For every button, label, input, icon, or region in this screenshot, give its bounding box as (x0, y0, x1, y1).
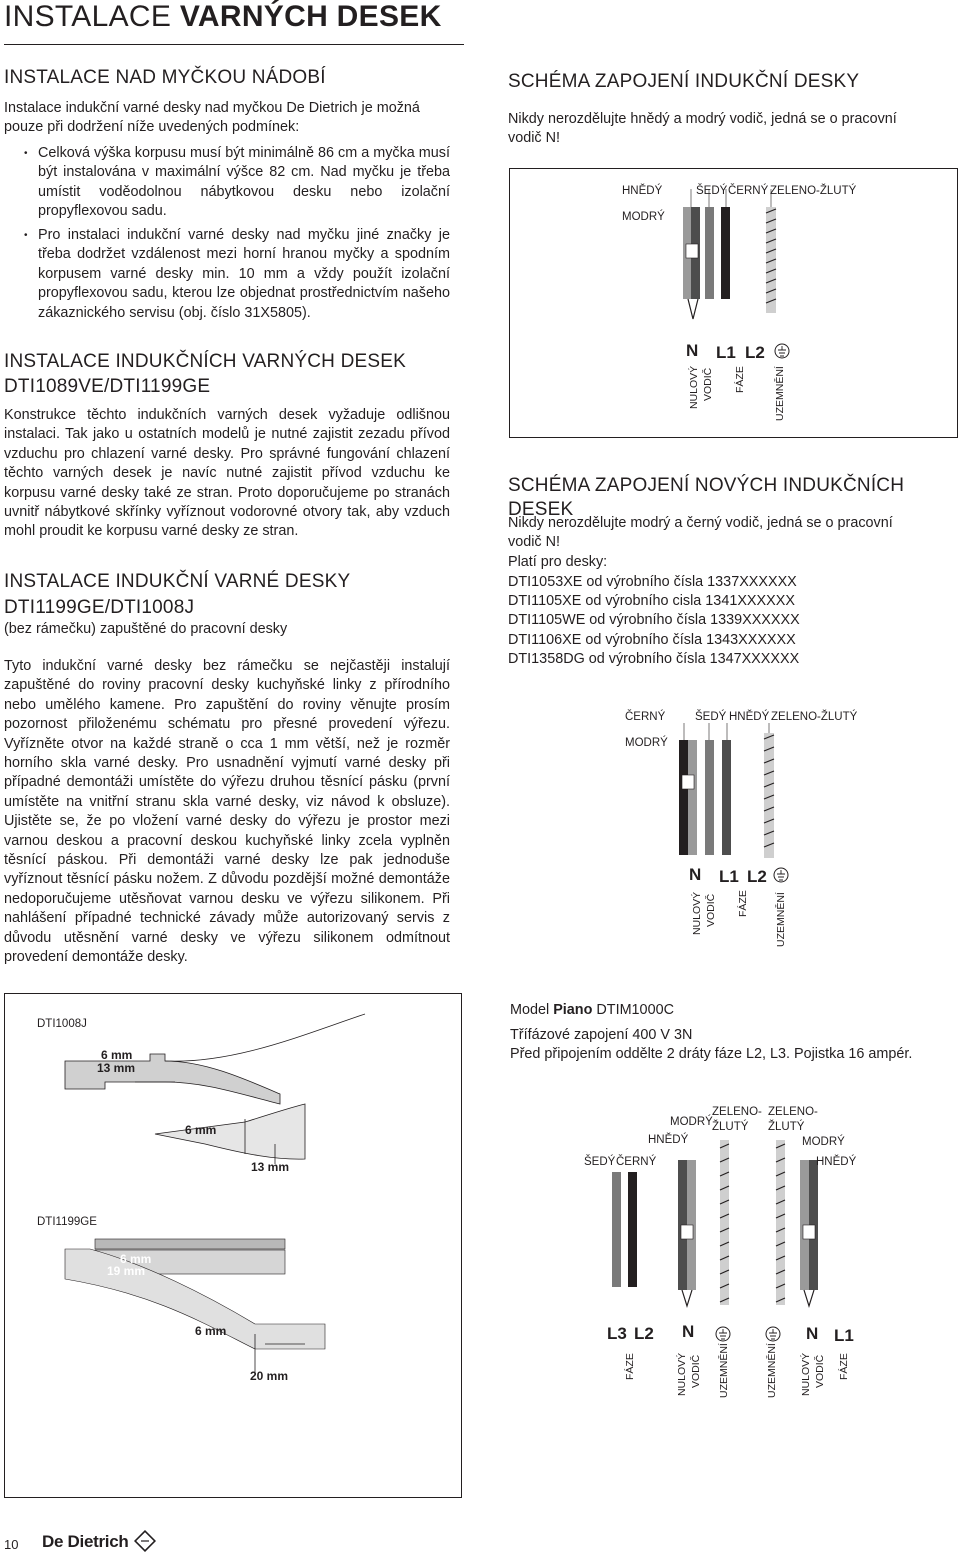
wire-brown (722, 740, 731, 855)
terminal-l2: L2 (745, 343, 765, 362)
model-line-3: DTI1105WE od výrobního čísla 1339XXXXXX (508, 612, 800, 628)
terminal-n: N (686, 341, 699, 360)
page-title-bold: VARNÝCH DESEK (179, 0, 442, 33)
dim-label-6mm-c: 6 mm (120, 1252, 152, 1266)
drawing-model-label-2: DTI1199GE (37, 1216, 97, 1228)
wire-label-blue: MODRÝ (622, 211, 665, 223)
label-vodic: VODIČ (705, 893, 717, 927)
wire-label-green-yellow-2a: ZELENO- (768, 1106, 818, 1118)
section-body-induction-1: Konstrukce těchto indukčních varných desek vyžaduje odlišnou instalaci. Tak jako u ostatních modelů je nutné zajistit zezadu přívod vzduchu pro chlazení varné desky. Pro správné fungování chlazení těchto varných desek je navíc nutné zajistit přívod vzduchu ke korpusu varné desky také ze stran. Proto doporučujeme po stranách uvnitř nábytkové skřínky vyříznout vodorovné otvory tak, aby vzduch mohl proudit ke korpusu varné desky ze stran. (4, 407, 450, 540)
wire-label-brown: HNĚDÝ (729, 711, 770, 723)
wire-black (628, 1172, 637, 1287)
terminal-n: N (689, 865, 702, 884)
terminal-l2: L2 (634, 1324, 654, 1343)
piano-line-3: Před připojením oddělte 2 dráty fáze L2, L3. Pojistka 16 ampér. (510, 1046, 913, 1062)
page-number: 10 (4, 1537, 19, 1552)
wire-label-green-yellow: ZELENO-ŽLUTÝ (770, 185, 857, 197)
wire-black-blue-pair (679, 740, 697, 855)
section-intro-dishwasher: Instalace indukční varné desky nad myčkou De Dietrich je možná pouze při dodržení níže uvedených podmínek: (4, 100, 420, 136)
section-subtitle-induction-2: (bez rámečku) zapuštěné do pracovní desky (4, 621, 288, 637)
wire-black (721, 207, 730, 299)
model-line-5: DTI1358DG od výrobního čísla 1347XXXXXX (508, 651, 800, 667)
dim-label-19mm: 19 mm (107, 1264, 146, 1278)
cutout-drawing-frame (4, 993, 462, 1498)
terminal-l1: L1 (834, 1326, 854, 1345)
wire-label-blue-2: MODRÝ (802, 1136, 845, 1148)
page-title-light: INSTALACE (4, 0, 180, 33)
bullet-item-1 (24, 144, 450, 222)
dim-label-20mm: 20 mm (250, 1369, 289, 1383)
wiring-diagram-2 (509, 695, 958, 965)
bullet-text-2: Pro instalaci indukční varné desky nad myčku jiné značky je třeba dodržet vzdálenost mezi horní hranou myčky a spodním korpusem varné desky min. 10 mm a vždy použít izolační propyflexovou sadu, kterou lze objednat prostřednictvím našeho zákaznického servisu (obj. číslo 31X5805). (38, 227, 450, 321)
label-vodic: VODIČ (702, 367, 714, 401)
section-title-induction-2-models: DTI1199GE/DTI1008J (4, 597, 195, 618)
ground-icon (778, 346, 786, 356)
label-faze: FÁZE (734, 366, 746, 393)
label-nulovy: NULOVÝ (688, 365, 700, 409)
worktop-edge-line-1 (165, 1014, 365, 1061)
dim-label-13mm-b: 13 mm (251, 1160, 290, 1174)
wire-green-yellow-1 (720, 1140, 729, 1305)
ferrule-n (686, 244, 698, 258)
label-faze-1: FÁZE (624, 1353, 636, 1380)
wire-grey (705, 740, 714, 855)
section-title-induction-1-models: DTI1089VE/DTI1199GE (4, 376, 211, 397)
hob-glass-section-2 (95, 1239, 285, 1249)
schema-title-1: SCHÉMA ZAPOJENÍ INDUKČNÍ DESKY (508, 71, 860, 92)
model-line-4: DTI1106XE od výrobního čísla 1343XXXXXX (508, 632, 796, 648)
label-uzemneni-2: UZEMNĚNÍ (766, 1343, 778, 1398)
piano-line-2: Třífázové zapojení 400 V 3N (510, 1027, 693, 1043)
piano-model-code: DTIM1000C (592, 1002, 674, 1018)
section-title-induction-2: INSTALACE INDUKČNÍ VARNÉ DESKY (4, 571, 351, 592)
wire-label-blue-1: MODRÝ (670, 1116, 713, 1128)
worktop-section-1 (155, 1104, 305, 1159)
wire-grey (705, 207, 714, 299)
wire-green-yellow (764, 733, 774, 858)
label-uzemneni: UZEMNĚNÍ (774, 366, 786, 421)
wiring-diagram-1-wires (510, 169, 957, 437)
schema-title-2: SCHÉMA ZAPOJENÍ NOVÝCH INDUKČNÍCH DESEK (508, 475, 905, 520)
dim-label-6mm-b: 6 mm (185, 1123, 217, 1137)
label-uzemneni-1: UZEMNĚNÍ (718, 1343, 730, 1398)
label-vodic-1: VODIČ (690, 1354, 702, 1388)
ground-icon (719, 1329, 727, 1339)
terminal-l1: L1 (716, 343, 736, 362)
bullet-text-1: Celková výška korpusu musí být minimálně 86 cm a myčka musí být instalována v maximální výšce 82 cm. Nad myčku je třeba umístit voděodolnou nábytkovou desku nebo izolační propyflexovou sadu. (38, 145, 450, 220)
label-vodic-2: VODIČ (814, 1354, 826, 1388)
label-nulovy-2: NULOVÝ (800, 1352, 812, 1396)
wire-label-green-yellow-1b: ŽLUTÝ (712, 1121, 749, 1133)
wire-label-black: ČERNÝ (728, 185, 769, 197)
bullet-item-2 (24, 226, 450, 323)
bullet-dot: • (24, 148, 28, 159)
section-title-induction-1: INSTALACE INDUKČNÍCH VARNÝCH DESEK (4, 351, 406, 372)
valid-for-label: Platí pro desky: (508, 554, 608, 570)
wire-blue-brown-pair (800, 1160, 818, 1306)
label-faze: FÁZE (737, 890, 749, 917)
wire-label-green-yellow: ZELENO-ŽLUTÝ (771, 711, 858, 723)
label-nulovy: NULOVÝ (691, 891, 703, 935)
terminal-n-2: N (806, 1324, 819, 1343)
dim-label-6mm-a: 6 mm (101, 1048, 133, 1062)
drawing-model-label-1: DTI1008J (37, 1018, 87, 1030)
wire-label-green-yellow-1a: ZELENO- (712, 1106, 762, 1118)
terminal-l1: L1 (719, 867, 739, 886)
section-title-dishwasher: INSTALACE NAD MYČKOU NÁDOBÍ (4, 67, 326, 88)
wire-label-brown-2: HNĚDÝ (816, 1156, 857, 1168)
wire-label-green-yellow-2b: ŽLUTÝ (768, 1121, 805, 1133)
cutout-drawing (5, 994, 461, 1497)
schema-warning-1: Nikdy nerozdělujte hnědý a modrý vodič, jedná se o pracovní vodič N! (508, 111, 897, 147)
bullet-dot: • (24, 230, 28, 241)
wire-green-yellow (766, 207, 776, 313)
model-line-2: DTI1105XE od výrobního cisla 1341XXXXXX (508, 593, 795, 609)
section-body-induction-2: Tyto indukční varné desky bez rámečku se nejčastěji instalují zapuštěné do roviny pracovní desky kuchyňské linky z přírodního nebo umělého kamene. Pro zapuštění do roviny věnujte prosím pozornost přiloženému schématu pro přesné provedení výřezu. Vyřízněte otvor na každé straně o cca 1 mm větší, než je rozměr horního skla varné desky. Pro usnadnění vyjmutí varné desky při případné demontáži umístěte do výřezu druhou těsnící pásku (první umístěte na vnitřní stranu skla varné desky, viz návod k obsluze). Ujistěte se, že po vložení varné desky do výřezu je prostor mezi varnou deskou a pracovní deskou kuchyňské linky zcela vyplněn těsnící páskou. Při demontáži varné desky lze pak jednoduše vyříznout těsnící pásku nožem. Z důvodu pozdější možné demontáže nedoporučujeme utěsňovat varnou desku ve výřezu silikonem. Při nahlášení případné technické závady může autorizovaný servis z důvodu utěsnění varné desky ve výřezu silikonem odmítnout provedení demontáže desky. (4, 658, 450, 966)
piano-model-name: Piano (553, 1002, 593, 1018)
label-uzemneni: UZEMNĚNÍ (775, 892, 787, 947)
wire-brown-blue-pair (678, 1160, 696, 1306)
piano-model-prefix: Model (510, 1002, 554, 1018)
terminal-l3: L3 (607, 1324, 627, 1343)
wire-label-brown-1: HNĚDÝ (648, 1134, 689, 1146)
wire-grey (612, 1172, 621, 1287)
wiring-diagram-piano (560, 1100, 890, 1400)
wire-label-brown: HNĚDÝ (622, 185, 663, 197)
label-faze-2: FÁZE (838, 1353, 850, 1380)
wire-label-grey: ŠEDÝ (696, 185, 728, 197)
piano-model-line (510, 1001, 674, 1020)
brand-logo-icon (134, 1530, 156, 1552)
model-line-1: DTI1053XE od výrobního čísla 1337XXXXXX (508, 574, 797, 590)
wire-green-yellow-2 (776, 1140, 785, 1305)
label-nulovy-1: NULOVÝ (676, 1352, 688, 1396)
wiring-diagram-1 (509, 168, 958, 438)
wire-end-n (688, 299, 698, 319)
wire-label-blue: MODRÝ (625, 737, 668, 749)
page-title (4, 0, 442, 34)
terminal-l2: L2 (747, 867, 767, 886)
wire-label-grey: ŠEDÝ (695, 711, 727, 723)
ground-icon (777, 870, 785, 880)
wire-label-black: ČERNÝ (616, 1156, 657, 1168)
wire-label-black: ČERNÝ (625, 711, 666, 723)
wiring-diagram-2-wires (509, 695, 956, 963)
schema-warning-2: Nikdy nerozdělujte modrý a černý vodič, jedná se o pracovní vodič N! (508, 515, 893, 551)
dim-label-13mm-a: 13 mm (97, 1061, 136, 1075)
dim-label-6mm-d: 6 mm (195, 1324, 227, 1338)
ground-icon (769, 1329, 777, 1339)
brand-logo-text: De Dietrich (42, 1532, 129, 1551)
title-rule (4, 44, 464, 45)
wire-label-grey: ŠEDÝ (584, 1156, 616, 1168)
terminal-n-1: N (682, 1322, 695, 1341)
